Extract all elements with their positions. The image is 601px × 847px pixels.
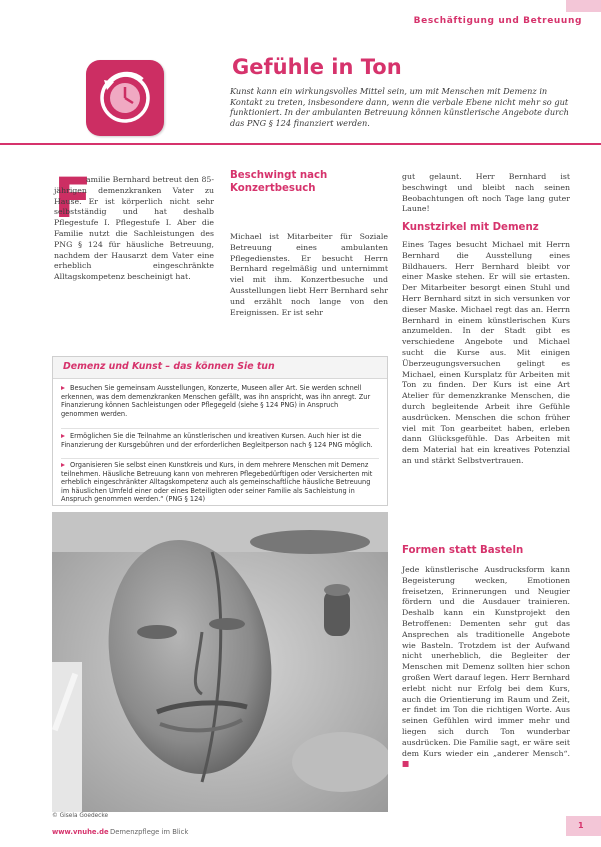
bullet-arrow-icon <box>61 386 65 390</box>
column-3-kunstzirkel-text: Eines Tages besucht Michael mit Herrn Bernhard die Ausstellung eines Bildhauers. Herr Bernhard bleibt vor einer Maske stehen. Er will sie ertasten. Der Mitarbeiter besorgt einen Stuhl und Herr Bernhard sitzt in sich versunken vor dieser Maske. Michael regt das an. Herrn Bernhard in einem künstlerischen Kurs anzumelden. In der Stadt gibt es verschiedene Angebote und Michael sucht die Kurse aus. Mit einigen Überzeugungsversuchen gelingt es Michael, einen Kursplatz für Arbeiten mit Ton zu finden. Der Kurs ist eine Art Atelier für demenzkranke Menschen, die durch begleitende Arbeit ihre Gefühle ausdrücken. Menschen die schon früher viel mit Ton gearbeitet haben, erleben dann Glücksgefühle. Das Arbeiten mit dem Material hat ein kreatives Potenzial an und stärkt Selbstvertrauen. <box>402 240 570 465</box>
info-box-header <box>53 357 387 379</box>
photo-credit: © Gisela Goedecke <box>52 813 109 819</box>
info-box-item <box>61 461 377 504</box>
clock-icon <box>86 60 164 136</box>
info-box-item-text: Ermöglichen Sie die Teilnahme an künstlerischen und kreativen Kursen. Auch hier ist die Finanzierung der Kursgebühren und der erforderlichen Begleitperson nach § 124 PNG möglich. <box>61 432 373 449</box>
column-2-text: Michael ist Mitarbeiter für Soziale Betreuung eines ambulanten Pflegedienstes. Er besucht Herrn Bernhard regelmäßig und unternimmt viel mit ihm. Konzertbesuche und Ausstellungen liebt Herr Bernhard sehr und erzählt noch lange von den Ereignissen. Er ist sehr <box>230 232 388 317</box>
column-1-body: amilie Bernhard betreut den 85-jährigen demenzkranken Vater zu Hause. Er ist körperlich nicht sehr selbstständig und hat deshalb Pflegestufe I. Pflegestufe I. Aber die Familie nutzt die Sachleistungen des PNG § 124 für häusliche Betreuung, nachdem der Hausarzt dem Vater eine erheblich eingeschränkte Alltagskompetenz bescheinigt hat. <box>54 175 214 282</box>
footer-publication: Demenzpflege im Blick <box>110 828 189 836</box>
heading-formen: Formen statt Basteln <box>402 545 524 556</box>
info-box-item <box>61 384 377 418</box>
drop-cap: F <box>54 166 92 230</box>
clay-mask-photo <box>52 512 388 812</box>
bullet-arrow-icon <box>61 434 65 438</box>
column-3-top-text: gut gelaunt. Herr Bernhard ist beschwingt und bleibt nach seinen Beobachtungen oft noch Tage lang guter Laune! <box>402 172 570 214</box>
bullet-arrow-icon <box>61 463 65 467</box>
info-box-title: Demenz und Kunst – das können Sie tun <box>63 361 275 372</box>
intro-text: Kunst kann ein wirkungsvolles Mittel sein, um mit Menschen mit Demenz in Kontakt zu treten, insbesondere dann, wenn die verbale Ebene nicht mehr so gut funktioniert. In der ambulanten Betreuung können künstlerische Angebote durch das PNG § 124 finanziert werden. <box>230 86 569 128</box>
section-label: Beschäftigung und Betreuung <box>413 16 582 26</box>
info-box-divider <box>61 458 379 459</box>
page-title: Gefühle in Ton <box>232 55 402 79</box>
info-box-item-text: Besuchen Sie gemeinsam Ausstellungen, Konzerte, Museen aller Art. Sie werden schnell erkennen, was dem demenzkranken Menschen gefällt, was ihn anspricht, was ihn anregt. Zur Finanzierung können Sachleistungen oder Pflegegeld (siehe § 124 PNG) in Anspruch genommen werden. <box>61 384 371 418</box>
footer-url: www.vnuhe.de <box>52 828 109 836</box>
info-box-item <box>61 432 377 449</box>
top-page-tab <box>566 0 601 12</box>
page-number: 1 <box>578 821 584 830</box>
info-box <box>52 356 388 506</box>
column-3-formen-text <box>402 565 570 770</box>
end-mark: ■ <box>402 759 410 769</box>
heading-kunstzirkel: Kunstzirkel mit Demenz <box>402 222 539 233</box>
logo-icon-box <box>86 60 164 136</box>
column-1-text <box>54 166 214 283</box>
formen-body: Jede künstlerische Ausdrucksform kann Begeisterung wecken, Emotionen freisetzen, Erinnerungen und Neugier fördern und die Ausdauer trainieren. Deshalb kann ein Kunstprojekt den Betroffenen: Dementen sehr gut das Ansprechen als traditionelle Angebote wie Basteln. Trotzdem ist der Aufwand nicht unerheblich, die Begleiter der Menschen mit Demenz sollten hier schon großen Wert darauf legen. Herr Bernhard erlebt nicht nur Erfolg bei dem Kurs, auch die Orientierung im Raum und Zeit, er findet im Ton die richtigen Worte. Aus seinen Gefühlen wird immer mehr und liegen sich durch Ton wunderbar ausdrücken. Die Familie sagt, er wäre seit dem Kurs wieder ein „anderer Mensch“. <box>402 565 570 758</box>
info-box-divider <box>61 428 379 429</box>
header-divider <box>0 143 601 145</box>
info-box-item-text: Organisieren Sie selbst einen Kunstkreis und Kurs, in dem mehrere Menschen mit Demenz teilnehmen. Häusliche Betreuung kann von mehreren Pflegebedürftigen oder Versicherten mit erheblich eingeschränkter Alltagskompetenz auch als gemeinschaftliche häusliche Betreuung im häuslichen Umfeld einer oder eines Beteiligten oder seiner Familie als Sachleistung in Anspruch genommen werden.“ (PNG § 124) <box>61 461 373 504</box>
heading-konzertbesuch: Beschwingt nach Konzertbesuch <box>230 170 328 194</box>
